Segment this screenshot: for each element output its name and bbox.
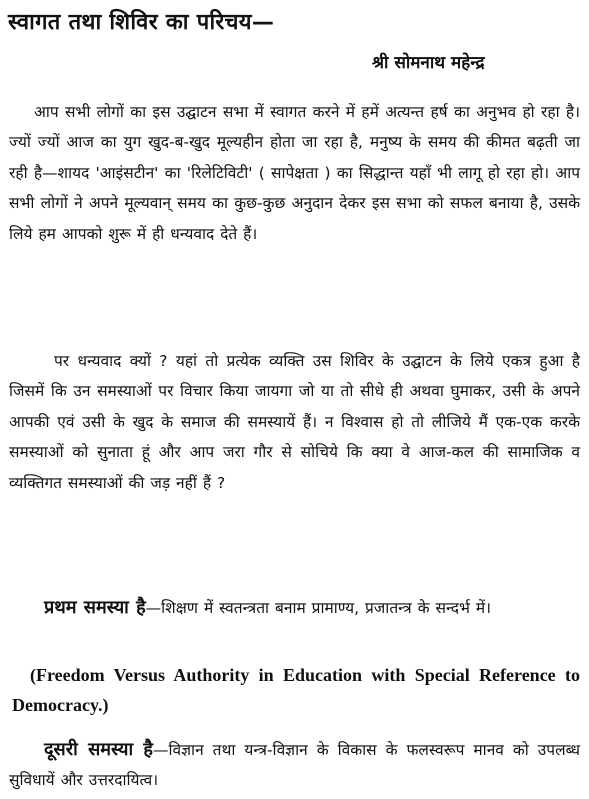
problem-first-text: —शिक्षण में स्वतन्त्रता बनाम प्रामाण्य, प्रजातन्त्र के सन्दर्भ में।: [145, 599, 491, 617]
problem-first-lead: प्रथम समस्या है: [44, 597, 146, 618]
author-name: श्री सोमनाथ महेन्द्र: [372, 53, 485, 73]
problem-second-text: —विज्ञान तथा यन्त्र-विज्ञान के विकास के फलस्वरूप मानव को उपलब्ध सुविधायें और उत्तरदायित्व।: [9, 741, 580, 790]
problem-first-english: (Freedom Versus Authority in Education with Special Reference to Democracy.): [12, 665, 580, 715]
problem-first: [9, 593, 580, 623]
problem-second-lead: दूसरी समस्या है: [44, 739, 153, 760]
paragraph-problems-intro: पर धन्यवाद क्यों ? यहां तो प्रत्येक व्यक्ति उस शिविर के उद्घाटन के लिये एकत्र हुआ है जिसमें कि उन समस्याओं पर विचार किया जायगा जो या तो सीधे ही अथवा घुमाकर, उसी के अपने आपकी एवं उसी के खुद के समाज की समस्यायें हैं। न विश्वास हो तो लीजिये मैं एक-एक करके समस्याओं को सुनाता हूं और आप जरा गौर से सोचिये कि क्या वे आज-कल की सामाजिक व व्यक्तिगत समस्याओं की जड़ नहीं हैं ?: [9, 352, 580, 492]
paragraph-welcome: आप सभी लोगों का इस उद्घाटन सभा में स्वागत करने में हमें अत्यन्त हर्ष का अनुभव हो रहा है। ज्यों ज्यों आज का युग खुद-ब-खुद मूल्यहीन होता जा रहा है, मनुष्य के समय की कीमत बढ़ती जा रही है—शायद 'आइंसटीन' का 'रिलेटिविटी' ( सापेक्षता ) का सिद्धान्त यहाँ भी लागू हो रहा हो। आप सभी लोगों ने अपने मूल्यवान् समय का कुछ-कुछ अनुदान देकर इस सभा को सफल बनाया है, उसके लिये हम आपको शुरू में ही धन्यवाद देते हैं।: [9, 103, 580, 243]
page-title: स्वागत तथा शिविर का परिचय—: [8, 10, 275, 35]
problem-second: [9, 735, 580, 796]
